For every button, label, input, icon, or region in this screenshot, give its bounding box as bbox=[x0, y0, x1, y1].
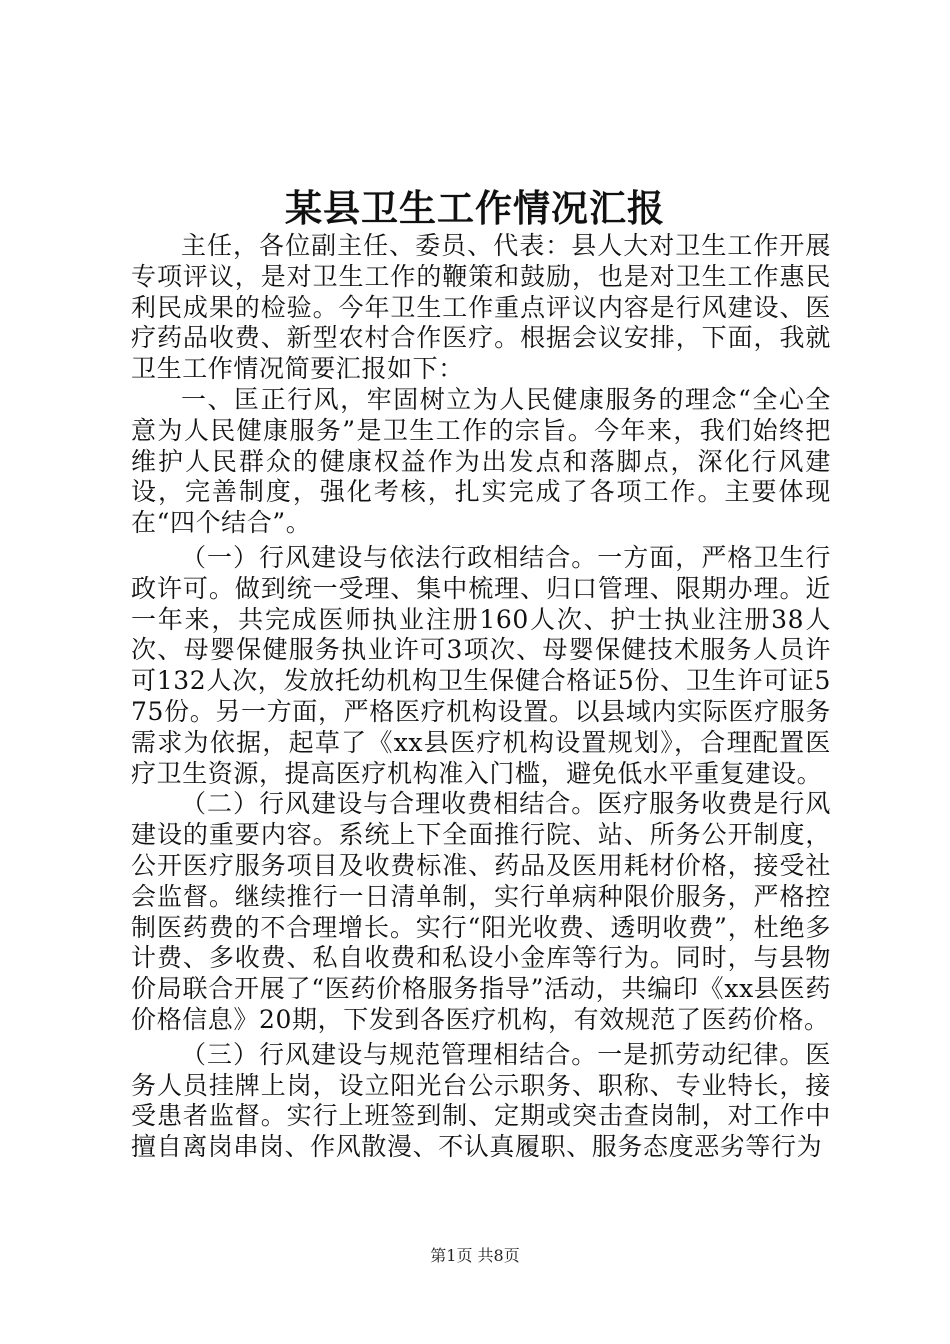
document-title: 某县卫生工作情况汇报 bbox=[285, 186, 665, 230]
paragraph-subsection-2: （二）行风建设与合理收费相结合。医疗服务收费是行风建设的重要内容。系统上下全面推行院、站、所务公开制度，公开医疗服务项目及收费标准、药品及医用耗材价格，接受社会监督。继续推行一日清单制，实行单病种限价服务，严格控制医药费的不合理增长。实行“阳光收费、透明收费”，杜绝多计费、多收费、私自收费和私设小金库等行为。同时，与县物价局联合开展了“医药价格服务指导”活动，共编印《xx县医药价格信息》20期，下发到各医疗机构，有效规范了医药价格。 bbox=[131, 789, 831, 1034]
page-number-footer: 第1页 共8页 bbox=[430, 1246, 520, 1265]
paragraph-subsection-1: （一）行风建设与依法行政相结合。一方面，严格卫生行政许可。做到统一受理、集中梳理、归口管理、限期办理。近一年来，共完成医师执业注册160人次、护士执业注册38人次、母婴保健服务执业许可3项次、母婴保健技术服务人员许可132人次，发放托幼机构卫生保健合格证5份、卫生许可证575份。另一方面，严格医疗机构设置。以县域内实际医疗服务需求为依据，起草了《xx县医疗机构设置规划》，合理配置医疗卫生资源，提高医疗机构准入门槛，避免低水平重复建设。 bbox=[131, 542, 831, 788]
paragraph-subsection-3: （三）行风建设与规范管理相结合。一是抓劳动纪律。医务人员挂牌上岗，设立阳光台公示职务、职称、专业特长，接受患者监督。实行上班签到制、定期或突击查岗制，对工作中擅自离岗串岗、作风散漫、不认真履职、服务态度恶劣等行为 bbox=[131, 1039, 831, 1162]
paragraph-opening: 主任，各位副主任、委员、代表：县人大对卫生工作开展专项评议，是对卫生工作的鞭策和鼓励，也是对卫生工作惠民利民成果的检验。今年卫生工作重点评议内容是行风建设、医疗药品收费、新型农村合作医疗。根据会议安排，下面，我就卫生工作情况简要汇报如下： bbox=[131, 231, 831, 384]
paragraph-section-1: 一、匡正行风，牢固树立为人民健康服务的理念“全心全意为人民健康服务”是卫生工作的宗旨。今年来，我们始终把维护人民群众的健康权益作为出发点和落脚点，深化行风建设，完善制度，强化考核，扎实完成了各项工作。主要体现在“四个结合”。 bbox=[131, 384, 831, 538]
document-body bbox=[131, 231, 831, 1163]
